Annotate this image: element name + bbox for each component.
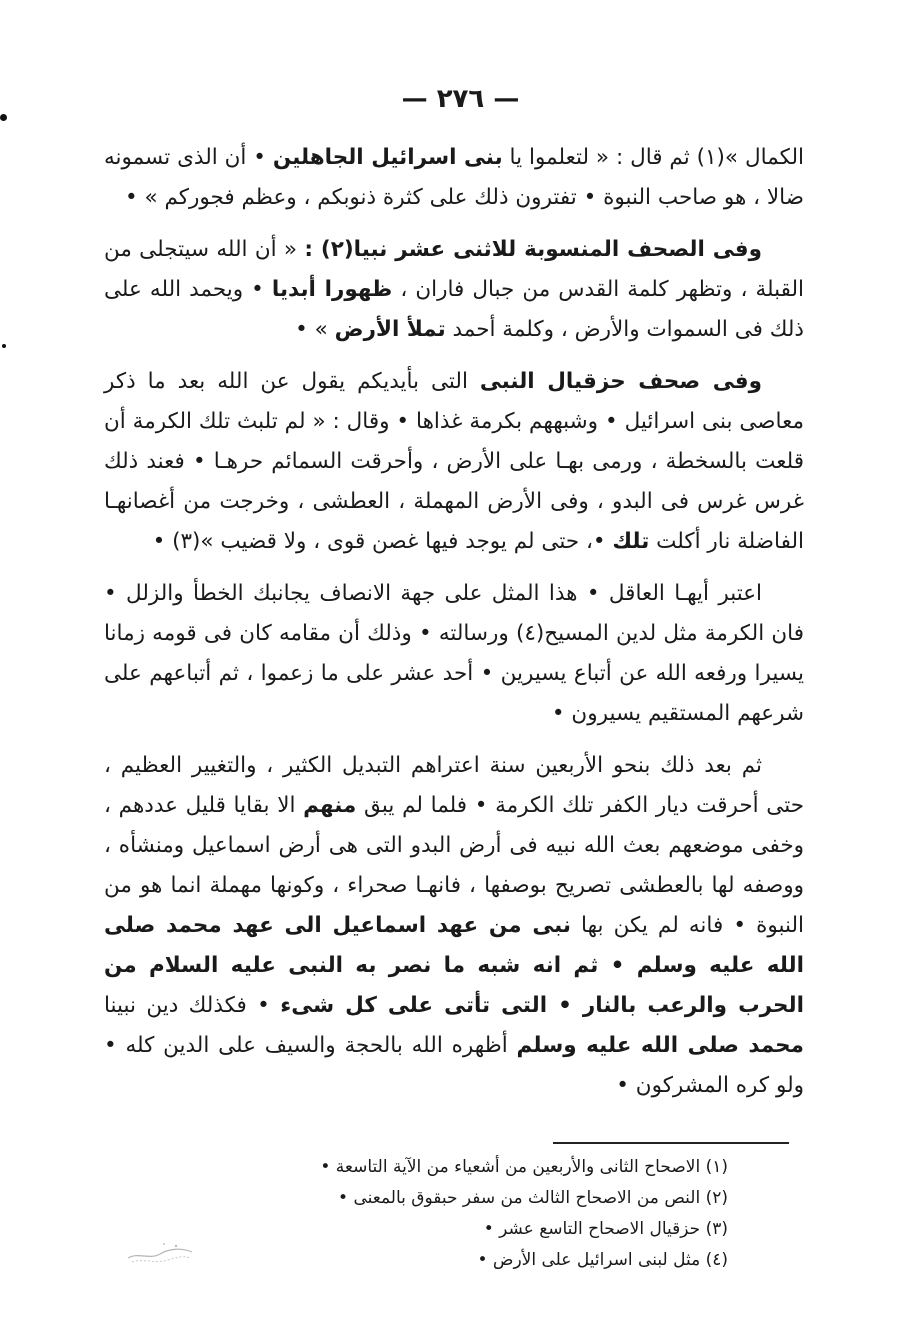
text-run: ثم بعد ذلك بنحو الأربعين سنة اعتراهم التبديل الكثير ، والتغيير العظيم ، حتى أحرقت ديار الكفر تلك الكرمة • فلما لم يبق: [104, 753, 805, 818]
paragraph: [104, 746, 804, 1106]
paragraph: [104, 138, 804, 218]
footnote-item: (١) الاصحاح الثانى والأربعين من أشعياء من الآية التاسعة •: [320, 1157, 728, 1177]
bold-text: ظهورا أبديا: [271, 277, 393, 302]
text-run: » •: [295, 317, 335, 342]
bold-text: نبى من عهد اسماعيل الى عهد محمد صلى الله عليه وسلم • ثم انه شبه ما نصر به النبى عليه السلام من الحرب والرعب بالنار • التى تأتى على كل شىء: [104, 913, 804, 1018]
text-run: الكمال »(١) ثم قال : « لتعلموا يا: [502, 145, 804, 170]
faded-stamp: [124, 1238, 196, 1266]
paragraph: [104, 230, 804, 350]
text-run: التى بأيديكم يقول عن الله بعد ما ذكر معاصى بنى اسرائيل • وشبههم بكرمة غذاها • وقال : « لم تلبث تلك الكرمة أن قلعت بالسخطة ، ورمى بهـا على الأرض ، وأحرقت السمائم حرهـا • فعند ذلك غرس غرس فى البدو ، وفى الأرض المهملة ، العطشى ، وخرجت من أغصانهـا الفاضلة نار أكلت: [104, 369, 804, 554]
text-run: • ويحمد الله على ذلك فى السموات والأرض ، وكلمة أحمد: [104, 277, 804, 342]
footnote-item: (٢) النص من الاصحاح الثالث من سفر حبقوق بالمعنى •: [338, 1188, 728, 1208]
paragraph: [104, 362, 804, 562]
text-run: « أن الله سيتجلى من القبلة ، وتظهر كلمة القدس من جبال فاران ،: [104, 237, 804, 302]
text-run: • فكذلك دين نبينا: [104, 993, 281, 1018]
footnote-item: (٤) مثل لبنى اسرائيل على الأرض •: [477, 1250, 728, 1270]
paragraph: [104, 574, 804, 734]
bold-text: تلك: [612, 529, 650, 554]
footnote-item: (٣) حزقيال الاصحاح التاسع عشر •: [483, 1219, 728, 1239]
scan-edge-mark: [0, 114, 7, 121]
text-run: • أن الذى تسمونه ضالا ، هو صاحب النبوة • تفترون ذلك على كثرة ذنوبكم ، وعظم فجوركم » •: [104, 145, 804, 210]
footnote-divider: [553, 1142, 789, 1144]
footnotes-list: [200, 1152, 728, 1276]
bold-text: وفى صحف حزقيال النبى: [479, 369, 762, 394]
bold-text: منهم: [303, 793, 357, 818]
bold-text: تملأ الأرض: [334, 317, 446, 342]
bold-text: وفى الصحف المنسوبة للاثنى عشر نبيا(٢) :: [304, 237, 762, 262]
bold-text: بنى اسرائيل الجاهلين: [272, 145, 503, 170]
scan-edge-mark: [2, 344, 6, 348]
text-run: أظهره الله بالحجة والسيف على الدين كله • ولو كره المشركون •: [104, 1033, 804, 1098]
main-text: [104, 138, 804, 1106]
text-run: الا بقايا قليل عددهم ، وخفى موضعهم بعث الله نبيه فى أرض البدو التى هى أرض اسماعيل ومنشأه ، ووصفه لها بالعطشى تصريح بوصفها ، فانهـا صحراء ، وكونها مهملة انما هو من النبوة • فانه لم يكن بها: [104, 793, 805, 938]
text-run: اعتبر أيهـا العاقل • هذا المثل على جهة الانصاف يجانبك الخطأ والزلل • فان الكرمة مثل لدين المسيح(٤) ورسالته • وذلك أن مقامه كان فى قومه زمانا يسيرا ورفعه الله عن أتباع يسيرين • أحد عشر على ما زعموا ، ثم أتباعهم على شرعهم المستقيم يسيرون •: [104, 581, 804, 726]
bold-text: محمد صلى الله عليه وسلم: [516, 1033, 804, 1058]
page-number: — ٢٧٦ —: [401, 84, 520, 114]
text-run: •، حتى لم يوجد فيها غصن قوى ، ولا قضيب »(٣) •: [152, 529, 613, 554]
